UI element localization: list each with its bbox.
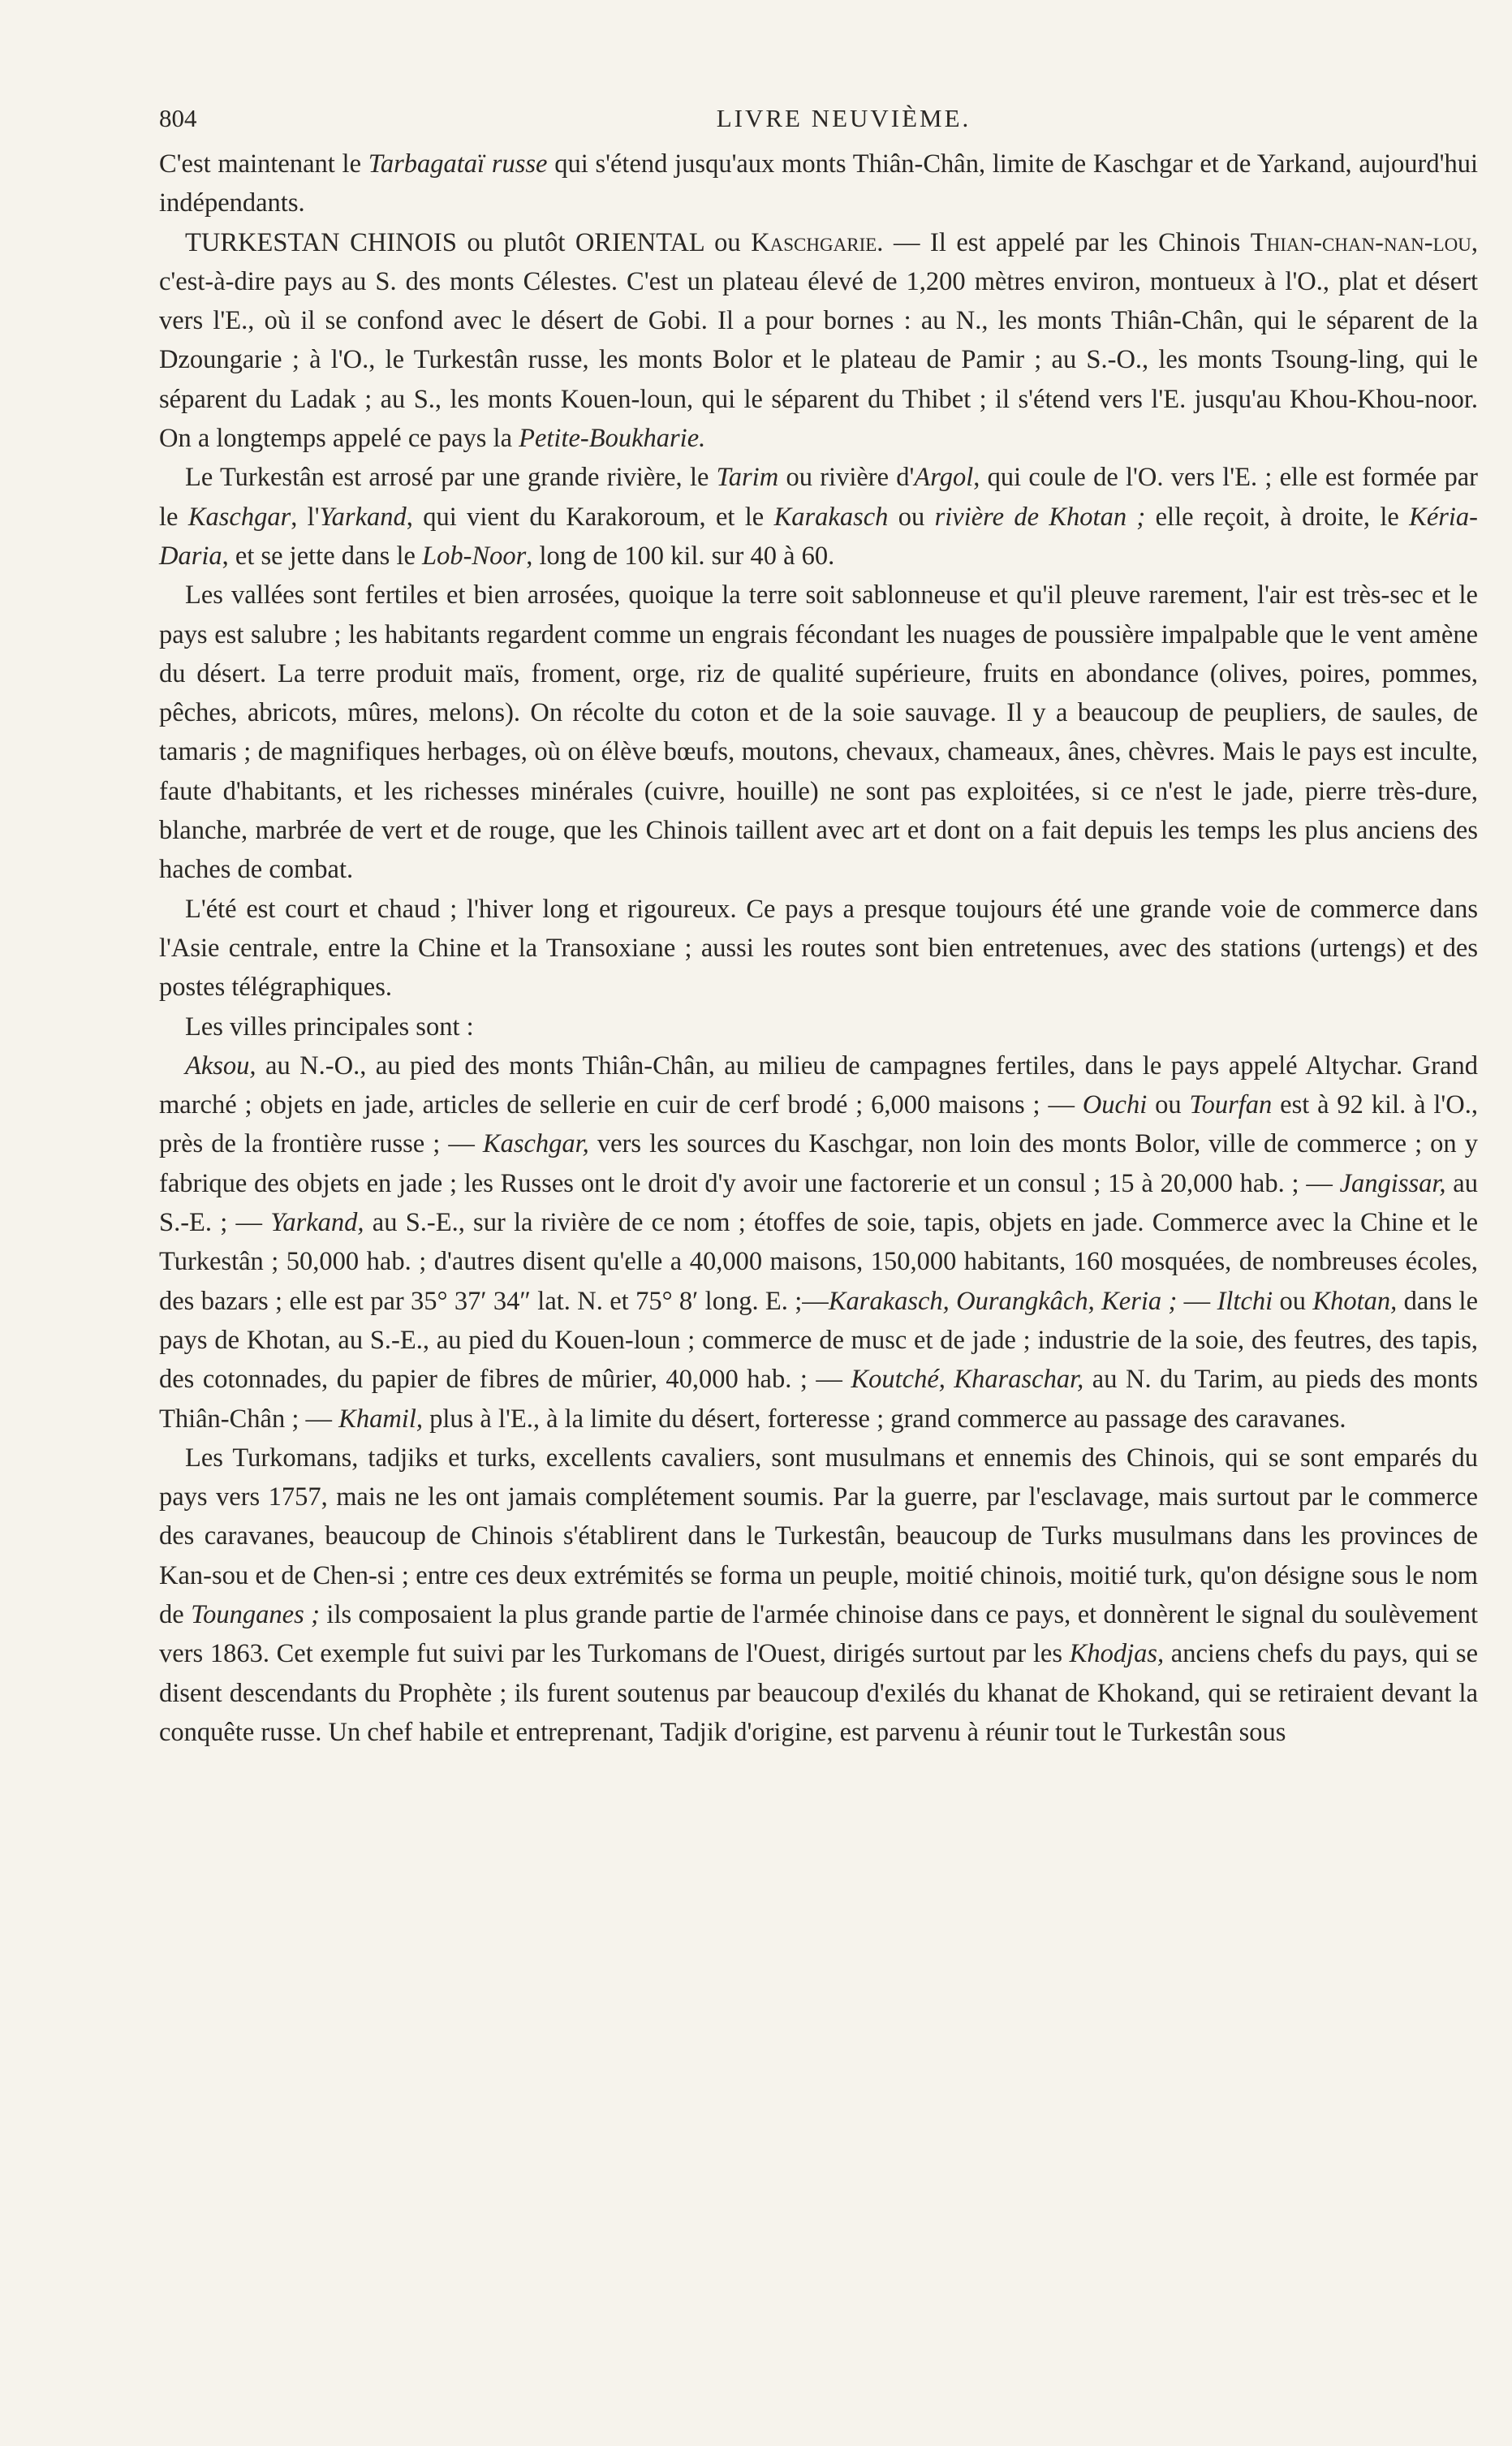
text-segment: Thian-chan-nan-lou,: [1250, 227, 1478, 257]
text-segment: Karakasch: [773, 502, 889, 532]
page-header: [159, 96, 1480, 145]
text-segment: , long de 100 kil. sur 40 à 60.: [526, 541, 835, 571]
text-segment: — Il est appelé par les Chinois: [883, 227, 1251, 257]
text-segment: au S.-E. ; —: [159, 1168, 1478, 1238]
text-segment: L'été est court et chaud ; l'hiver long et rigoureux. Ce pays a presque toujours été une grande voie de commerce dans l'Asie centrale, entre la Chine et la Transoxiane ; aussi les routes sont bien entretenues, avec des stations (urtengs) et des postes télégraphiques.: [159, 894, 1478, 1003]
text-segment: Khodjas,: [1069, 1639, 1165, 1669]
text-segment: Tarim: [716, 463, 779, 493]
text-segment: ou rivière d': [778, 463, 915, 493]
text-segment: Kaschgar,: [482, 1129, 589, 1159]
text-segment: , et se jette dans le: [222, 541, 423, 571]
text-segment: Les villes principales sont :: [185, 1012, 474, 1042]
paragraph-turkomans: [159, 1439, 1478, 1752]
paragraph-tarbagatai: [159, 145, 1478, 223]
paragraph-rivers: [159, 458, 1478, 576]
text-segment: au N.-O., au pied des monts Thiân-Chân, au milieu de campagnes fertiles, dans le pays appelé Altychar. Grand marché ; objets en jade, articles de sellerie en cuir de cerf brodé ; 6,000 maisons ; —: [159, 1050, 1478, 1120]
paragraph-villes-intro: [159, 1007, 1478, 1046]
text-segment: Les Turkomans, tadjiks et turks, excellents cavaliers, sont musulmans et ennemis des Chinois, qui se sont emparés du pays vers 1757, mais ne les ont jamais complétement soumis. Par la guerre, par l'esclavage, mais surtout par le commerce des caravanes, beaucoup de Chinois s'établirent dans le Turkestân, beaucoup de Turks musulmans dans les provinces de Kan-sou et de Chen-si ; entre ces deux extrémités se forma un peuple, moitié chinois, moitié turk, qu'on désigne sous le nom de: [159, 1443, 1478, 1629]
text-segment: au N. du Tarim, au pieds des monts Thiân-Chân ; —: [159, 1365, 1478, 1434]
text-segment: Le Turkestân est arrosé par une grande rivière, le: [185, 463, 717, 493]
text-segment: ou: [888, 502, 935, 532]
text-segment: Iltchi: [1217, 1286, 1273, 1316]
text-segment: Karakasch, Ourangkâch, Keria ;: [828, 1286, 1178, 1316]
text-segment: Tarbagataï russe: [368, 149, 548, 179]
page-number: 804: [159, 104, 197, 132]
text-segment: Jangissar,: [1339, 1168, 1446, 1198]
text-segment: au S.-E., sur la rivière de ce nom ; étoffes de soie, tapis, objets en jade. Commerce avec la Chine et le Turkestân ; 50,000 hab. ; d'autres disent qu'elle a 40,000 maisons, 150,000 habitants, 160 mosquées, de nombreuses écoles, des bazars ; elle est par 35° 37′ 34″ lat. N. et 75° 8′ long. E. ;—: [159, 1208, 1479, 1316]
running-title: LIVRE NEUVIÈME.: [716, 104, 971, 132]
text-segment: Ouchi: [1082, 1090, 1148, 1120]
text-segment: Koutché, Kharaschar,: [851, 1365, 1084, 1395]
text-segment: est à 92 kil. à l'O., près de la frontière russe ; —: [159, 1090, 1478, 1159]
text-segment: Kaschgar: [187, 502, 291, 532]
text-segment: Kéria-Daria: [159, 502, 1479, 571]
text-segment: elle reçoit, à droite, le: [1145, 502, 1410, 532]
text-segment: c'est-à-dire pays au S. des monts Célestes. C'est un plateau élevé de 1,200 mètres environ, montueux à l'O., plat et désert vers l'E., où il se confond avec le désert de Gobi. Il a pour bornes : au N., les monts Thiân-Chân, qui le séparent de la Dzoungarie ; à l'O., le Turkestân russe, les monts Bolor et le plateau de Pamir ; au S.-O., les monts Tsoung-ling, qui le séparent du Ladak ; au S., les monts Kouen-loun, qui le séparent du Thibet ; il s'étend vers l'E. jusqu'au Khou-Khou-noor. On a longtemps appelé ce pays la: [159, 266, 1478, 454]
text-segment: , l': [291, 502, 320, 532]
paragraph-villes: [159, 1046, 1478, 1439]
text-segment: anciens chefs du pays, qui se disent descendants du Prophète ; ils furent soutenus par beaucoup d'exilés du khanat de Khokand, qui se retiraient devant la conquête russe. Un chef habile et entreprenant, Tadjik d'origine, est parvenu à réunir tout le Turkestân sous: [159, 1639, 1478, 1747]
text-segment: C'est maintenant le: [159, 149, 368, 179]
text-segment: Les vallées sont fertiles et bien arrosées, quoique la terre soit sablonneuse et qu'il pleuve rarement, l'air est très-sec et le pays est salubre ; les habitants regardent comme un engrais fécondant les nuages de poussière impalpable que le vent amène du désert. La terre produit maïs, froment, orge, riz de qualité supérieure, fruits en abondance (olives, poires, pommes, pêches, abricots, mûres, melons). On récolte du coton et de la soie sauvage. Il y a beaucoup de peupliers, de saules, de tamaris ; de magnifiques herbages, où on élève bœufs, moutons, chevaux, chameaux, ânes, chèvres. Mais le pays est inculte, faute d'habitants, et les richesses minérales (cuivre, houille) ne sont pas exploitées, si ce n'est le jade, pierre très-dure, blanche, marbrée de vert et de rouge, que les Chinois taillent avec art et dont on a fait depuis les temps les plus anciens des haches de combat.: [159, 580, 1478, 885]
text-segment: Tourfan: [1189, 1090, 1273, 1120]
body-text: [159, 145, 1478, 1752]
text-segment: Lob-Noor: [422, 541, 527, 571]
paragraph-vallees: [159, 576, 1478, 889]
text-segment: ou: [1147, 1090, 1190, 1120]
text-segment: Yarkand: [319, 502, 407, 532]
text-segment: vers les sources du Kaschgar, non loin des monts Bolor, ville de commerce ; on y fabrique des objets en jade ; les Russes ont le droit d'y avoir une factorerie et un consul ; 15 à 20,000 hab. ; —: [159, 1129, 1478, 1198]
text-segment: Yarkand,: [270, 1208, 364, 1238]
text-segment: , qui vient du Karakoroum, et le: [406, 502, 774, 532]
text-segment: Tounganes ;: [191, 1599, 320, 1629]
text-segment: ils composaient la plus grande partie de l'armée chinoise dans ce pays, et donnèrent le signal du soulèvement vers 1863. Cet exemple fut suivi par les Turkomans de l'Ouest, dirigés surtout par les: [159, 1599, 1478, 1669]
text-segment: plus à l'E., à la limite du désert, forteresse ; grand commerce au passage des caravanes.: [422, 1404, 1346, 1434]
text-segment: dans le pays de Khotan, au S.-E., au pied du Kouen-loun ; commerce de musc et de jade ; industrie de la soie, des feutres, des tapis, des cotonnades, du papier de fibres de mûrier, 40,000 hab. ; —: [159, 1286, 1479, 1395]
text-segment: Argol: [914, 463, 974, 493]
text-segment: ou: [1273, 1286, 1313, 1316]
text-segment: Kaschgarie.: [751, 227, 884, 257]
text-segment: Khotan,: [1312, 1286, 1398, 1316]
text-segment: , qui coule de l'O. vers l'E. ; elle est formée par le: [159, 463, 1478, 532]
text-segment: Petite-Boukharie.: [519, 424, 706, 454]
text-segment: Aksou,: [185, 1050, 256, 1081]
paragraph-climat: [159, 890, 1478, 1007]
paragraph-turkestan-chinois: [159, 223, 1478, 459]
text-segment: TURKESTAN CHINOIS ou plutôt ORIENTAL ou: [185, 227, 752, 257]
text-segment: qui s'étend jusqu'aux monts Thiân-Chân, limite de Kaschgar et de Yarkand, aujourd'hui indépendants.: [159, 149, 1478, 218]
text-segment: Khamil,: [338, 1404, 423, 1434]
text-segment: —: [1177, 1286, 1217, 1316]
text-segment: rivière de Khotan ;: [934, 502, 1146, 532]
